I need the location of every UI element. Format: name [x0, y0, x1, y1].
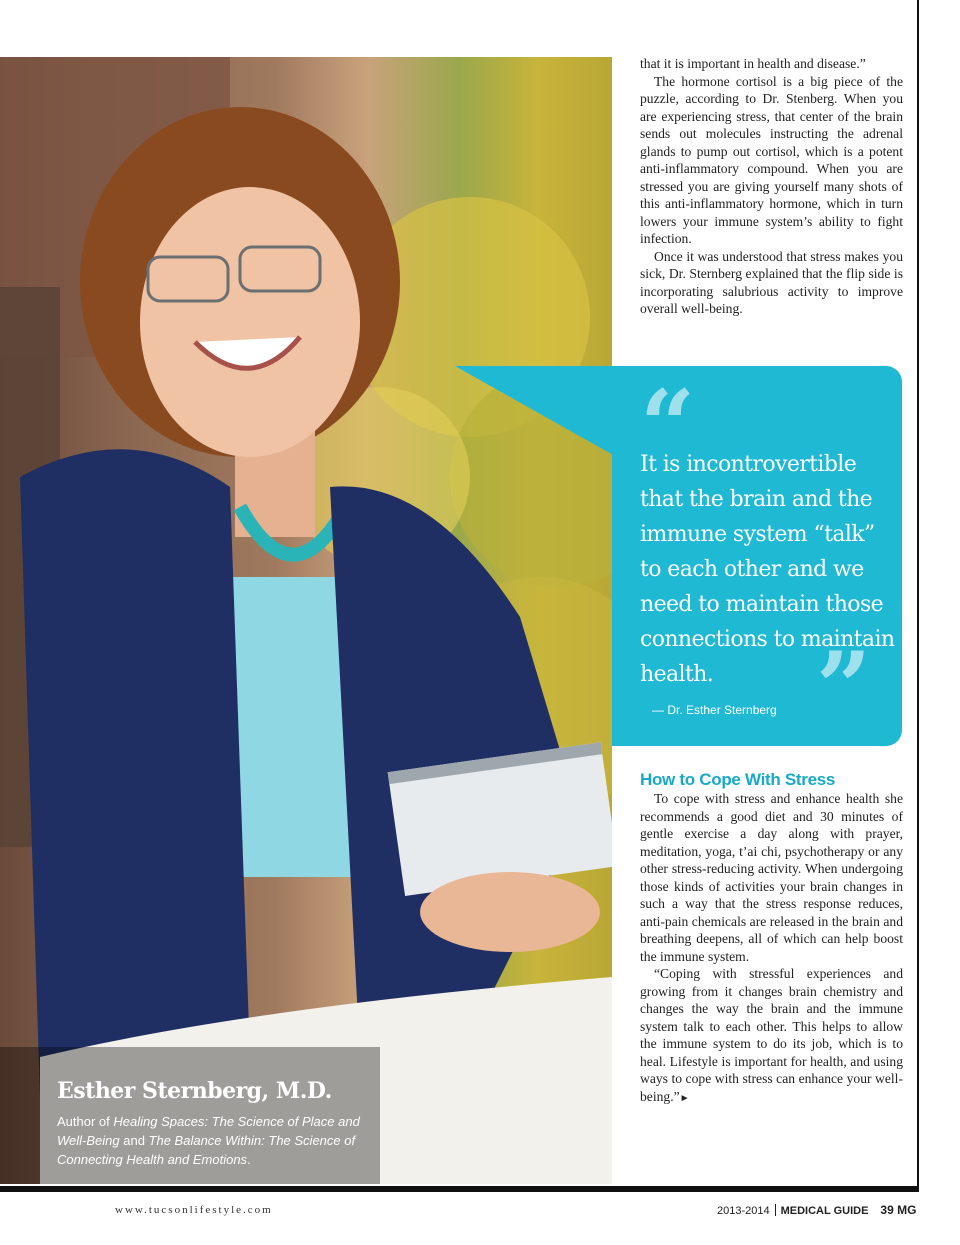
- paragraph: To cope with stress and enhance health she recommends a good diet and 30 minutes of gentle exercise a day along with prayer, meditation, yoga, t’ai chi, psychotherapy or any other stress-reducing activity. When undergoing those kinds of activities your brain changes in such a way that the stress response reduces, anti-pain chemicals are released in the brain and breathing deepens, all of which can help boost the immune system.: [640, 791, 903, 964]
- portrait-photo: [0, 57, 612, 1184]
- footer-guide: MEDICAL GUIDE: [780, 1205, 869, 1217]
- quote-pointer: [455, 366, 615, 456]
- section-heading: How to Cope With Stress: [640, 770, 836, 789]
- footer-url: www.tucsonlifestyle.com: [115, 1204, 273, 1216]
- footer-year: 2013-2014: [717, 1205, 770, 1217]
- close-quote-icon: ”: [816, 631, 872, 744]
- article-column-top: [640, 55, 903, 318]
- caption-description: Author of Healing Spaces: The Science of Place and Well-Being and The Balance Within: The Science of Connecting Health and Emotions.: [57, 1114, 360, 1167]
- footer-rule: [0, 1186, 919, 1192]
- page-edge-rule: [917, 0, 919, 1192]
- caption-name: Esther Sternberg, M.D.: [57, 1078, 332, 1104]
- paragraph: that it is important in health and disease.”: [640, 56, 866, 71]
- article-column-bottom: [640, 790, 903, 1107]
- page-number: 39 MG: [880, 1203, 917, 1217]
- paragraph: The hormone cortisol is a big piece of the puzzle, according to Dr. Stenberg. When you are experiencing stress, that center of the brain sends out molecules instructing the adrenal glands to pump out cortisol, which is a potent anti-inflammatory compound. When you are stressed you are giving yourself many shots of this anti-inflammatory hormone, which in turn lowers your immune system’s ability to fight infection.: [640, 73, 903, 246]
- footer-folio: [717, 1203, 916, 1217]
- paragraph: Once it was understood that stress makes you sick, Dr. Sternberg explained that the flip side is incorporating salubrious activity to improve overall well-being.: [640, 248, 903, 316]
- pull-quote-text: It is incontrovertible that the brain and the immune system “talk” to each other and we need to maintain those connections to maintain health.: [640, 452, 895, 687]
- end-arrow-icon: ►: [679, 1092, 690, 1104]
- open-quote-icon: “: [640, 369, 696, 482]
- pull-quote-attribution: — Dr. Esther Sternberg: [652, 703, 777, 717]
- caption-book-title: The Balance Within: The Science of Connecting Health and Emotions: [57, 1133, 356, 1167]
- caption-book-title: Healing Spaces: The Science of Place and Well-Being: [57, 1114, 360, 1148]
- paragraph: “Coping with stressful experiences and growing from it changes brain chemistry and changes the way the brain and the immune system talk to each other. This helps to allow the immune system to do its job, which is to heal. Lifestyle is important for health, and using ways to cope with stress can enhance your well-being.”►: [640, 966, 903, 1104]
